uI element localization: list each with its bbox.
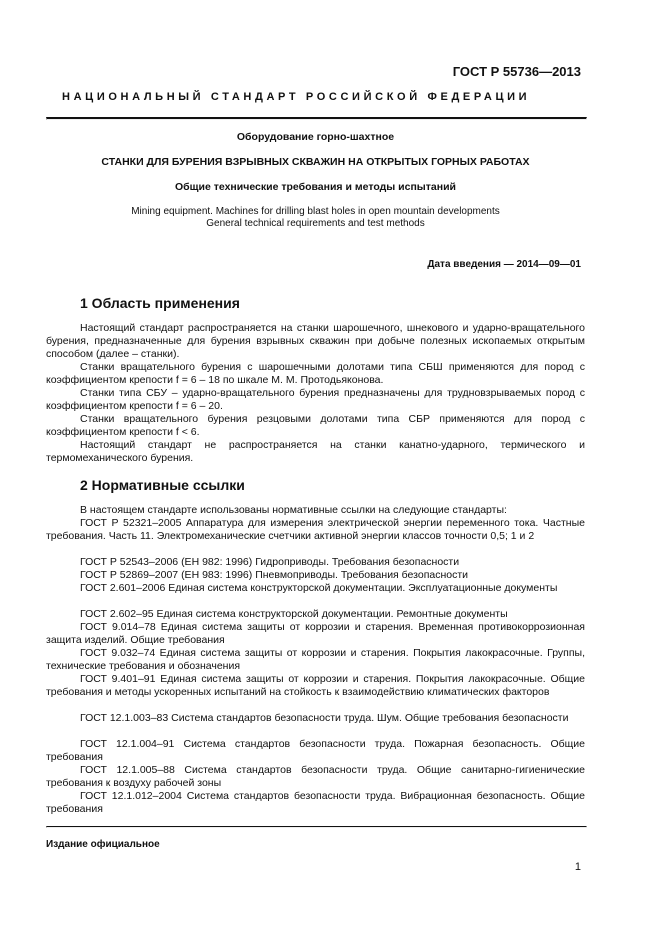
standard-reference [46, 556, 585, 569]
standard-reference [46, 517, 585, 543]
standard-reference [46, 582, 585, 595]
standard-reference [46, 764, 585, 790]
reference-text: ГОСТ 2.602–95 Единая система конструкторской документации. Ремонтные документы [80, 608, 508, 620]
standard-reference [46, 712, 585, 725]
header-divider [46, 117, 587, 120]
title-english-line-2: General technical requirements and test methods [206, 218, 425, 229]
national-standard-banner: НАЦИОНАЛЬНЫЙ СТАНДАРТ РОССИЙСКОЙ ФЕДЕРАЦИИ [62, 91, 531, 103]
standard-reference [46, 608, 585, 621]
page-number: 1 [574, 861, 581, 873]
title-category: Оборудование горно-шахтное [236, 131, 395, 143]
reference-text: ГОСТ 9.032–74 Единая система защиты от коррозии и старения. Покрытия лакокрасочные. Группы, технические требования и обозначения [46, 647, 585, 672]
title-main: СТАНКИ ДЛЯ БУРЕНИЯ ВЗРЫВНЫХ СКВАЖИН НА ОТКРЫТЫХ ГОРНЫХ РАБОТАХ [101, 156, 530, 168]
effective-date: Дата введения — 2014—09—01 [427, 259, 581, 270]
standard-reference [46, 621, 585, 647]
paragraph-text: Настоящий стандарт не распространяется на станки канатно-ударного, термического и термомеханического бурения. [46, 439, 585, 464]
title-english-line-1: Mining equipment. Machines for drilling blast holes in open mountain developments [131, 206, 500, 217]
document-number: ГОСТ Р 55736—2013 [452, 64, 581, 79]
reference-text: ГОСТ Р 52543–2006 (ЕН 982: 1996) Гидроприводы. Требования безопасности [80, 556, 460, 568]
paragraph-text: Настоящий стандарт распространяется на станки шарошечного, шнекового и ударно-вращательного бурения, предназначенные для бурения взрывных скважин при добыче полезных ископаемых открытым способом (далее – станки). [46, 322, 585, 360]
section-1-paragraph [46, 387, 585, 413]
section-2-heading: 2 Нормативные ссылки [80, 477, 245, 493]
section-1-paragraph [46, 413, 585, 439]
paragraph-text: В настоящем стандарте использованы нормативные ссылки на следующие стандарты: [80, 504, 507, 516]
reference-text: ГОСТ 12.1.003–83 Система стандартов безопасности труда. Шум. Общие требования безопасности [80, 712, 569, 724]
footer-divider [46, 826, 587, 828]
reference-text: ГОСТ 12.1.012–2004 Система стандартов безопасности труда. Вибрационная безопасность. Общие требования [46, 790, 585, 815]
reference-text: ГОСТ Р 52869–2007 (ЕН 983: 1996) Пневмоприводы. Требования безопасности [80, 569, 469, 581]
standard-reference [46, 647, 585, 673]
standard-reference [46, 569, 585, 582]
standard-reference [46, 790, 585, 816]
paragraph-text: Станки вращательного бурения резцовыми долотами типа СБР применяются для пород с коэффициентом крепости f < 6. [46, 413, 585, 438]
reference-text: ГОСТ 12.1.005–88 Система стандартов безопасности труда. Общие санитарно-гигиенические требования к воздуху рабочей зоны [46, 764, 585, 789]
standard-reference [46, 738, 585, 764]
reference-text: ГОСТ 9.401–91 Единая система защиты от коррозии и старения. Покрытия лакокрасочные. Общие требования и методы ускоренных испытаний на стойкость к взаимодействию климатических факторов [46, 673, 585, 698]
paragraph-text: Станки типа СБУ – ударно-вращательного бурения предназначены для трудновзрываемых пород с коэффициентом крепости f = 6 – 20. [46, 387, 585, 412]
standard-reference [46, 673, 585, 699]
section-1-heading: 1 Область применения [80, 295, 240, 311]
reference-text: ГОСТ 2.601–2006 Единая система конструкторской документации. Эксплуатационные документы [80, 582, 558, 594]
official-edition-label: Издание официальное [46, 839, 160, 850]
reference-text: ГОСТ 12.1.004–91 Система стандартов безопасности труда. Пожарная безопасность. Общие требования [46, 738, 585, 763]
section-1-paragraph [46, 361, 585, 387]
reference-text: ГОСТ 9.014–78 Единая система защиты от коррозии и старения. Временная противокоррозионная защита изделий. Общие требования [46, 621, 585, 646]
section-1-paragraph [46, 439, 585, 465]
paragraph-text: Станки вращательного бурения с шарошечными долотами типа СБШ применяются для пород с коэффициентом крепости f = 6 – 18 по шкале М. М. Протодьяконова. [46, 361, 585, 386]
reference-text: ГОСТ Р 52321–2005 Аппаратура для измерения электрической энергии переменного тока. Частные требования. Часть 11. Электромеханические счетчики активной энергии классов точности 0,5; 1 и 2 [46, 517, 585, 542]
section-2-paragraph [46, 504, 585, 517]
section-1-paragraph [46, 322, 585, 361]
title-subtitle: Общие технические требования и методы испытаний [175, 181, 456, 193]
